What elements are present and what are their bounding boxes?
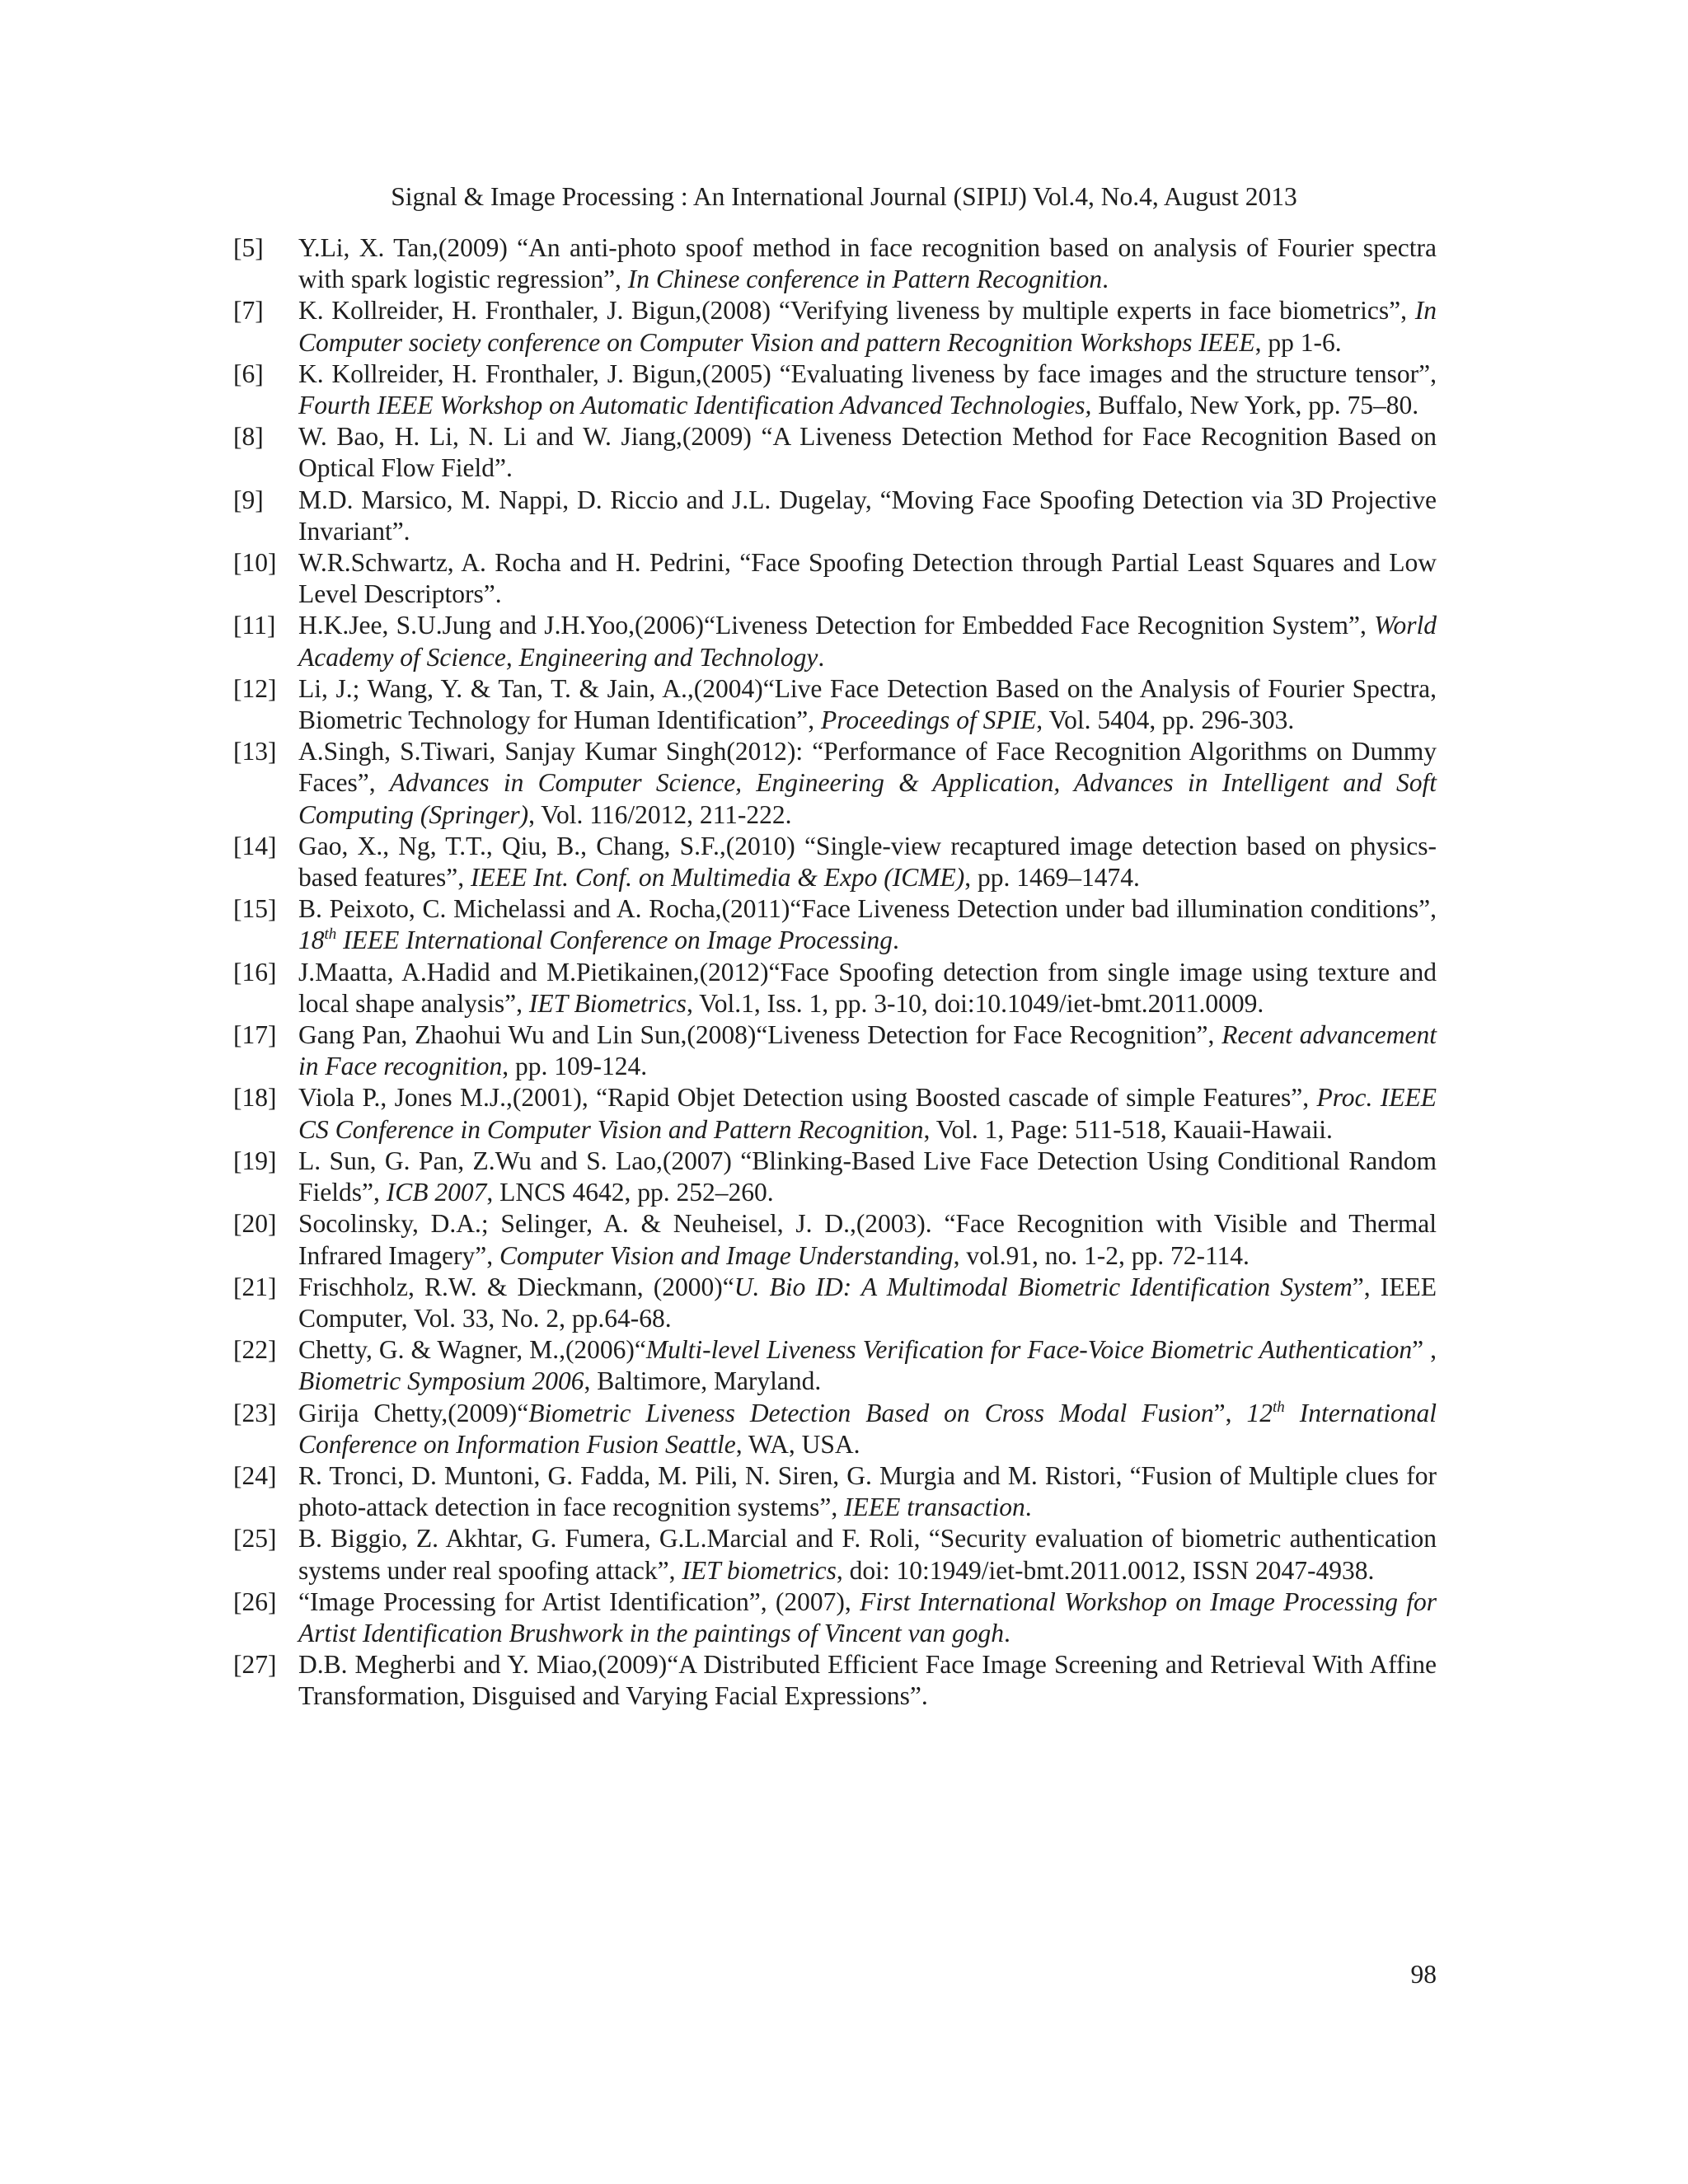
reference-venue-italic: Computer Vision and Image Understanding bbox=[499, 1240, 954, 1270]
reference-text-run: Chetty, G. & Wagner, M.,(2006)“ bbox=[298, 1335, 646, 1365]
reference-item bbox=[233, 673, 1437, 736]
reference-text bbox=[298, 1272, 1437, 1334]
reference-text bbox=[298, 232, 1437, 295]
reference-venue-italic: Biometric Symposium 2006 bbox=[298, 1366, 584, 1396]
reference-text-run: , Baltimore, Maryland. bbox=[584, 1366, 822, 1396]
reference-venue-italic: Fourth IEEE Workshop on Automatic Identification Advanced Technologies, bbox=[298, 391, 1092, 420]
reference-venue-italic: In Computer society conference on Computer Vision and pattern Recognition Workshops IEEE bbox=[298, 296, 1437, 357]
reference-item bbox=[233, 1082, 1437, 1145]
reference-number: [13] bbox=[233, 737, 277, 766]
reference-text-run: ” , bbox=[1412, 1335, 1437, 1365]
running-header: Signal & Image Processing : An International Journal (SIPIJ) Vol.4, No.4, August 2013 bbox=[391, 182, 1297, 211]
reference-item bbox=[233, 232, 1437, 295]
reference-venue-italic: IEEE International Conference on Image Processing bbox=[336, 926, 893, 955]
reference-number: [10] bbox=[233, 548, 277, 578]
reference-number: [25] bbox=[233, 1524, 277, 1554]
reference-text-run: , pp 1-6. bbox=[1254, 327, 1342, 357]
reference-text-run: ”, bbox=[1213, 1398, 1247, 1427]
reference-text-run: D.B. Megherbi and Y. Miao,(2009)“A Distributed Efficient Face Image Screening and Retrieval With Affine Transformation, Disguised and Varying Facial Expressions”. bbox=[298, 1650, 1437, 1711]
reference-item bbox=[233, 421, 1437, 484]
reference-venue-italic: International Conference on Information Fusion Seattle bbox=[298, 1398, 1437, 1459]
reference-item bbox=[233, 610, 1437, 673]
reference-venue-italic: Biometric Liveness Detection Based on Cross Modal Fusion bbox=[528, 1398, 1214, 1427]
reference-number: [7] bbox=[233, 296, 264, 326]
reference-text-run: Socolinsky, D.A.; Selinger, A. & Neuheisel, J. D.,(2003). “Face Recognition with Visible and Thermal Infrared Imagery”, bbox=[298, 1209, 1437, 1270]
reference-text-run: , pp. 1469–1474. bbox=[964, 863, 1140, 893]
reference-text-run: Gang Pan, Zhaohui Wu and Lin Sun,(2008)“Liveness Detection for Face Recognition”, bbox=[298, 1020, 1222, 1050]
reference-text-run: W. Bao, H. Li, N. Li and W. Jiang,(2009) “A Liveness Detection Method for Face Recognition Based on Optical Flow Field”. bbox=[298, 422, 1437, 483]
reference-text-run: . bbox=[893, 926, 899, 955]
reference-venue-italic: 18 bbox=[298, 926, 325, 955]
reference-venue-italic: Proc. IEEE CS Conference in Computer Vision and Pattern Recognition bbox=[298, 1083, 1437, 1144]
reference-text bbox=[298, 957, 1437, 1019]
reference-venue-italic: Advances in Computer Science, Engineering & Application, Advances in Intelligent and Soft Computing (Springer) bbox=[298, 768, 1437, 829]
reference-text-run: J.Maatta, A.Hadid and M.Pietikainen,(2012)“Face Spoofing detection from single image using texture and local shape analysis”, bbox=[298, 957, 1437, 1018]
reference-item bbox=[233, 1208, 1437, 1271]
reference-list bbox=[233, 232, 1437, 1713]
reference-item bbox=[233, 1146, 1437, 1208]
reference-venue-italic: ICB 2007 bbox=[386, 1178, 487, 1207]
reference-item bbox=[233, 831, 1437, 893]
reference-number: [24] bbox=[233, 1460, 277, 1490]
reference-number: [17] bbox=[233, 1020, 277, 1050]
superscript-text: th bbox=[1273, 1398, 1285, 1416]
reference-text bbox=[298, 831, 1437, 893]
reference-text-run: , LNCS 4642, pp. 252–260. bbox=[486, 1178, 774, 1207]
reference-text-run: H.K.Jee, S.U.Jung and J.H.Yoo,(2006)“Liveness Detection for Embedded Face Recognition System”, bbox=[298, 611, 1375, 640]
reference-number: [23] bbox=[233, 1398, 277, 1427]
reference-text bbox=[298, 1208, 1437, 1271]
reference-item bbox=[233, 359, 1437, 421]
reference-text-run: Y.Li, X. Tan,(2009) “An anti-photo spoof method in face recognition based on analysis of Fourier spectra with spark logistic regression”, bbox=[298, 233, 1437, 294]
reference-number: [26] bbox=[233, 1586, 277, 1616]
reference-text-run: . bbox=[1102, 265, 1109, 294]
reference-item bbox=[233, 1649, 1437, 1712]
superscript-text: th bbox=[324, 926, 337, 944]
reference-venue-italic: IET biometrics bbox=[682, 1555, 837, 1585]
reference-number: [5] bbox=[233, 233, 264, 262]
reference-number: [8] bbox=[233, 422, 264, 452]
reference-text bbox=[298, 1586, 1437, 1649]
reference-item bbox=[233, 957, 1437, 1019]
reference-text-run: Girija Chetty,(2009)“ bbox=[298, 1398, 529, 1427]
reference-text-run: Li, J.; Wang, Y. & Tan, T. & Jain, A.,(2004)“Live Face Detection Based on the Analysis of Fourier Spectra, Biometric Technology for Human Identification”, bbox=[298, 673, 1437, 735]
reference-venue-italic: IEEE transaction bbox=[844, 1493, 1025, 1522]
page-number: 98 bbox=[1410, 1960, 1437, 1989]
reference-text-run: , vol.91, no. 1-2, pp. 72-114. bbox=[953, 1240, 1250, 1270]
reference-item bbox=[233, 1272, 1437, 1334]
reference-text-run: , pp. 109-124. bbox=[502, 1052, 648, 1081]
reference-venue-italic: In Chinese conference in Pattern Recognition bbox=[627, 265, 1103, 294]
reference-number: [19] bbox=[233, 1146, 277, 1175]
reference-number: [18] bbox=[233, 1083, 277, 1113]
reference-item bbox=[233, 295, 1437, 358]
reference-number: [20] bbox=[233, 1209, 277, 1239]
reference-text-run: Frischholz, R.W. & Dieckmann, (2000)“ bbox=[298, 1272, 734, 1301]
reference-text-run: , doi: 10:1949/iet-bmt.2011.0012, ISSN 2047-4938. bbox=[836, 1555, 1375, 1585]
reference-text-run: Buffalo, New York, pp. 75–80. bbox=[1091, 391, 1419, 420]
reference-text-run: W.R.Schwartz, A. Rocha and H. Pedrini, “Face Spoofing Detection through Partial Least Squares and Low Level Descriptors”. bbox=[298, 548, 1437, 609]
reference-number: [21] bbox=[233, 1272, 277, 1301]
reference-text-run: , WA, USA. bbox=[735, 1429, 860, 1459]
reference-number: [27] bbox=[233, 1650, 277, 1680]
reference-venue-italic: Recent advancement in Face recognition bbox=[298, 1020, 1437, 1081]
reference-item bbox=[233, 485, 1437, 547]
reference-item bbox=[233, 1398, 1437, 1460]
reference-text bbox=[298, 1398, 1437, 1460]
reference-text bbox=[298, 485, 1437, 547]
reference-item bbox=[233, 1523, 1437, 1586]
reference-text-run: K. Kollreider, H. Fronthaler, J. Bigun,(2008) “Verifying liveness by multiple experts in face biometrics”, bbox=[298, 296, 1415, 326]
reference-text bbox=[298, 1523, 1437, 1586]
reference-item bbox=[233, 1586, 1437, 1649]
reference-text-run: ”, IEEE Computer, Vol. 33, No. 2, pp.64-68. bbox=[298, 1272, 1437, 1333]
reference-text-run: Gao, X., Ng, T.T., Qiu, B., Chang, S.F.,(2010) “Single-view recaptured image detection based on physics-based features”, bbox=[298, 831, 1437, 893]
reference-venue-italic: World Academy of Science, Engineering and Technology bbox=[298, 611, 1437, 672]
reference-number: [15] bbox=[233, 894, 277, 924]
reference-text-run: . bbox=[818, 642, 825, 672]
reference-venue-italic: Multi-level Liveness Verification for Face-Voice Biometric Authentication bbox=[645, 1335, 1413, 1365]
reference-item bbox=[233, 736, 1437, 831]
reference-venue-italic: Proceedings of SPIE bbox=[821, 705, 1037, 735]
reference-text bbox=[298, 1019, 1437, 1082]
reference-item bbox=[233, 1460, 1437, 1523]
reference-text-run: B. Peixoto, C. Michelassi and A. Rocha,(2011)“Face Liveness Detection under bad illumination conditions”, bbox=[298, 894, 1437, 924]
reference-text bbox=[298, 610, 1437, 673]
reference-text-run: L. Sun, G. Pan, Z.Wu and S. Lao,(2007) “Blinking-Based Live Face Detection Using Conditional Random Fields”, bbox=[298, 1146, 1437, 1207]
reference-text bbox=[298, 359, 1437, 421]
reference-text-run: B. Biggio, Z. Akhtar, G. Fumera, G.L.Marcial and F. Roli, “Security evaluation of biometric authentication systems under real spoofing attack”, bbox=[298, 1524, 1437, 1585]
reference-text-run: Viola P., Jones M.J.,(2001), “Rapid Objet Detection using Boosted cascade of simple Features”, bbox=[298, 1083, 1317, 1113]
reference-number: [11] bbox=[233, 611, 276, 640]
reference-text bbox=[298, 893, 1437, 956]
reference-number: [16] bbox=[233, 957, 277, 987]
reference-text bbox=[298, 421, 1437, 484]
reference-venue-italic: First International Workshop on Image Processing for Artist Identification Brushwork in the paintings of Vincent van gogh bbox=[298, 1586, 1437, 1647]
reference-text-run: . bbox=[1025, 1493, 1032, 1522]
reference-number: [9] bbox=[233, 485, 264, 514]
reference-number: [6] bbox=[233, 359, 264, 388]
reference-venue-italic: U. Bio ID: A Multimodal Biometric Identification System bbox=[734, 1272, 1353, 1301]
reference-text-run: , Vol. 116/2012, 211-222. bbox=[528, 799, 792, 829]
reference-text-run: A.Singh, S.Tiwari, Sanjay Kumar Singh(2012): “Performance of Face Recognition Algorithms on Dummy Faces”, bbox=[298, 737, 1437, 798]
reference-text bbox=[298, 1460, 1437, 1523]
reference-venue-italic: IET Biometrics bbox=[528, 988, 687, 1018]
reference-text bbox=[298, 295, 1437, 358]
reference-text-run: , Vol. 1, Page: 511-518, Kauaii-Hawaii. bbox=[923, 1114, 1333, 1144]
reference-text-run: , Vol.1, Iss. 1, pp. 3-10, doi:10.1049/iet-bmt.2011.0009. bbox=[686, 988, 1264, 1018]
reference-text bbox=[298, 1649, 1437, 1712]
reference-text bbox=[298, 736, 1437, 831]
reference-number: [14] bbox=[233, 831, 277, 860]
reference-item bbox=[233, 1334, 1437, 1397]
reference-text-run: , Vol. 5404, pp. 296-303. bbox=[1036, 705, 1295, 735]
reference-number: [22] bbox=[233, 1335, 277, 1365]
reference-text bbox=[298, 673, 1437, 736]
reference-text bbox=[298, 1146, 1437, 1208]
reference-venue-italic: IEEE Int. Conf. on Multimedia & Expo (ICME) bbox=[471, 863, 965, 893]
reference-number: [12] bbox=[233, 673, 277, 703]
reference-text-run: . bbox=[1003, 1618, 1010, 1647]
reference-text bbox=[298, 547, 1437, 610]
reference-item bbox=[233, 547, 1437, 610]
reference-text-run: K. Kollreider, H. Fronthaler, J. Bigun,(2005) “Evaluating liveness by face images and the structure tensor”, bbox=[298, 359, 1437, 388]
reference-item bbox=[233, 1019, 1437, 1082]
reference-text-run: “Image Processing for Artist Identification”, (2007), bbox=[298, 1586, 860, 1616]
reference-venue-italic: 12 bbox=[1246, 1398, 1273, 1427]
reference-text bbox=[298, 1334, 1437, 1397]
reference-text bbox=[298, 1082, 1437, 1145]
reference-text-run: M.D. Marsico, M. Nappi, D. Riccio and J.L. Dugelay, “Moving Face Spoofing Detection via 3D Projective Invariant”. bbox=[298, 485, 1437, 546]
reference-item bbox=[233, 893, 1437, 956]
reference-text-run: R. Tronci, D. Muntoni, G. Fadda, M. Pili, N. Siren, G. Murgia and M. Ristori, “Fusion of Multiple clues for photo-attack detection in face recognition systems”, bbox=[298, 1460, 1437, 1522]
